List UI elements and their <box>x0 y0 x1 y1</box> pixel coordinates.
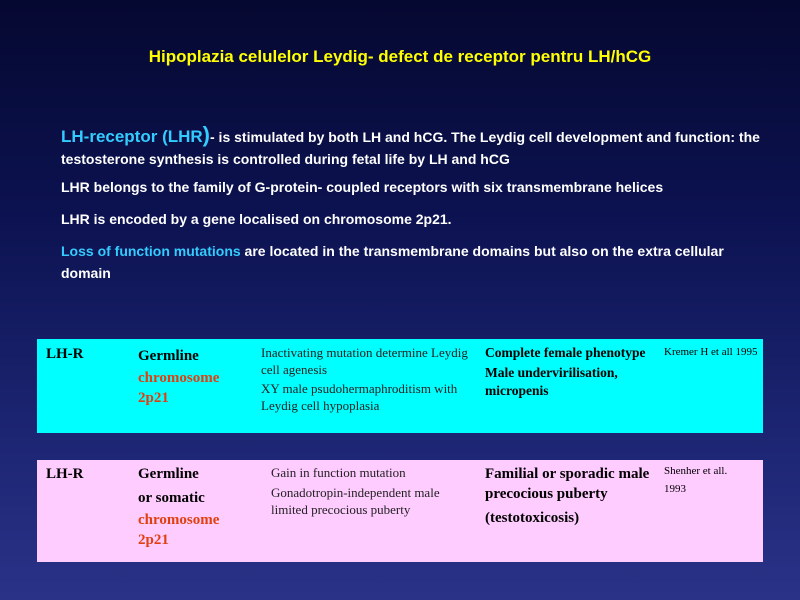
mutation-type-cell <box>138 462 258 550</box>
reference-year: 1993 <box>664 483 686 495</box>
phenotype-cell <box>485 344 657 400</box>
germline-label: Germline <box>138 348 199 364</box>
chromosome-label: chromosome <box>138 512 220 528</box>
loss-of-function-text: are located in the transmembrane domains but also on the extra cellular domain <box>61 243 724 281</box>
bullet-lhr-intro <box>61 124 776 170</box>
phenotype-2: (testotoxicosis) <box>485 510 580 526</box>
reference-cell <box>664 464 759 497</box>
bullet-g-protein: LHR belongs to the family of G-protein- coupled receptors with six transmembrane helices <box>61 179 664 195</box>
mutation-desc-2: XY male psudohermaphroditism with Leydig cell hypoplasia <box>261 381 458 413</box>
table-row-inactivating <box>37 339 763 433</box>
slide-title: Hipoplazia celulelor Leydig- defect de receptor pentru LH/hCG <box>148 47 652 66</box>
somatic-label: or somatic <box>138 490 205 506</box>
chromosome-locus: 2p21 <box>138 390 169 406</box>
bullet-list <box>61 124 776 294</box>
lhr-term: LH-receptor (LHR <box>61 127 203 146</box>
mutation-desc-2: Gonadotropin-independent male limited precocious puberty <box>271 485 440 517</box>
bullet-chromosome: LHR is encoded by a gene localised on chromosome 2p21. <box>61 211 452 227</box>
loss-of-function-term: Loss of function mutations <box>61 243 241 259</box>
reference-authors: Shenher et all. <box>664 465 728 477</box>
lhr-intro-text: - is stimulated by both LH and hCG. The Leydig cell development and function: the testosterone synthesis is controlled during fetal life by LH and hCG <box>61 129 760 167</box>
mutation-desc-1: Gain in function mutation <box>271 465 406 480</box>
mutation-desc-cell <box>271 464 471 518</box>
mutation-desc-1: Inactivating mutation determine Leydig cell agenesis <box>261 345 468 377</box>
gene-label: LH-R <box>46 346 84 362</box>
phenotype-1: Complete female phenotype <box>485 345 646 360</box>
germline-label: Germline <box>138 466 199 482</box>
chromosome-locus: 2p21 <box>138 532 169 548</box>
phenotype-2: Male undervirilisation, micropenis <box>485 365 618 398</box>
gene-label: LH-R <box>46 466 84 482</box>
phenotype-1: Familial or sporadic male precocious puberty <box>485 466 650 502</box>
chromosome-label: chromosome <box>138 370 220 386</box>
phenotype-cell <box>485 464 657 528</box>
bullet-loss-of-function <box>61 240 776 284</box>
mutation-type-cell <box>138 344 258 408</box>
table-row-gain-of-function <box>37 460 763 562</box>
reference: Kremer H et all 1995 <box>664 346 758 358</box>
lhr-term-paren: ) <box>202 122 210 147</box>
mutation-desc-cell <box>261 344 479 414</box>
